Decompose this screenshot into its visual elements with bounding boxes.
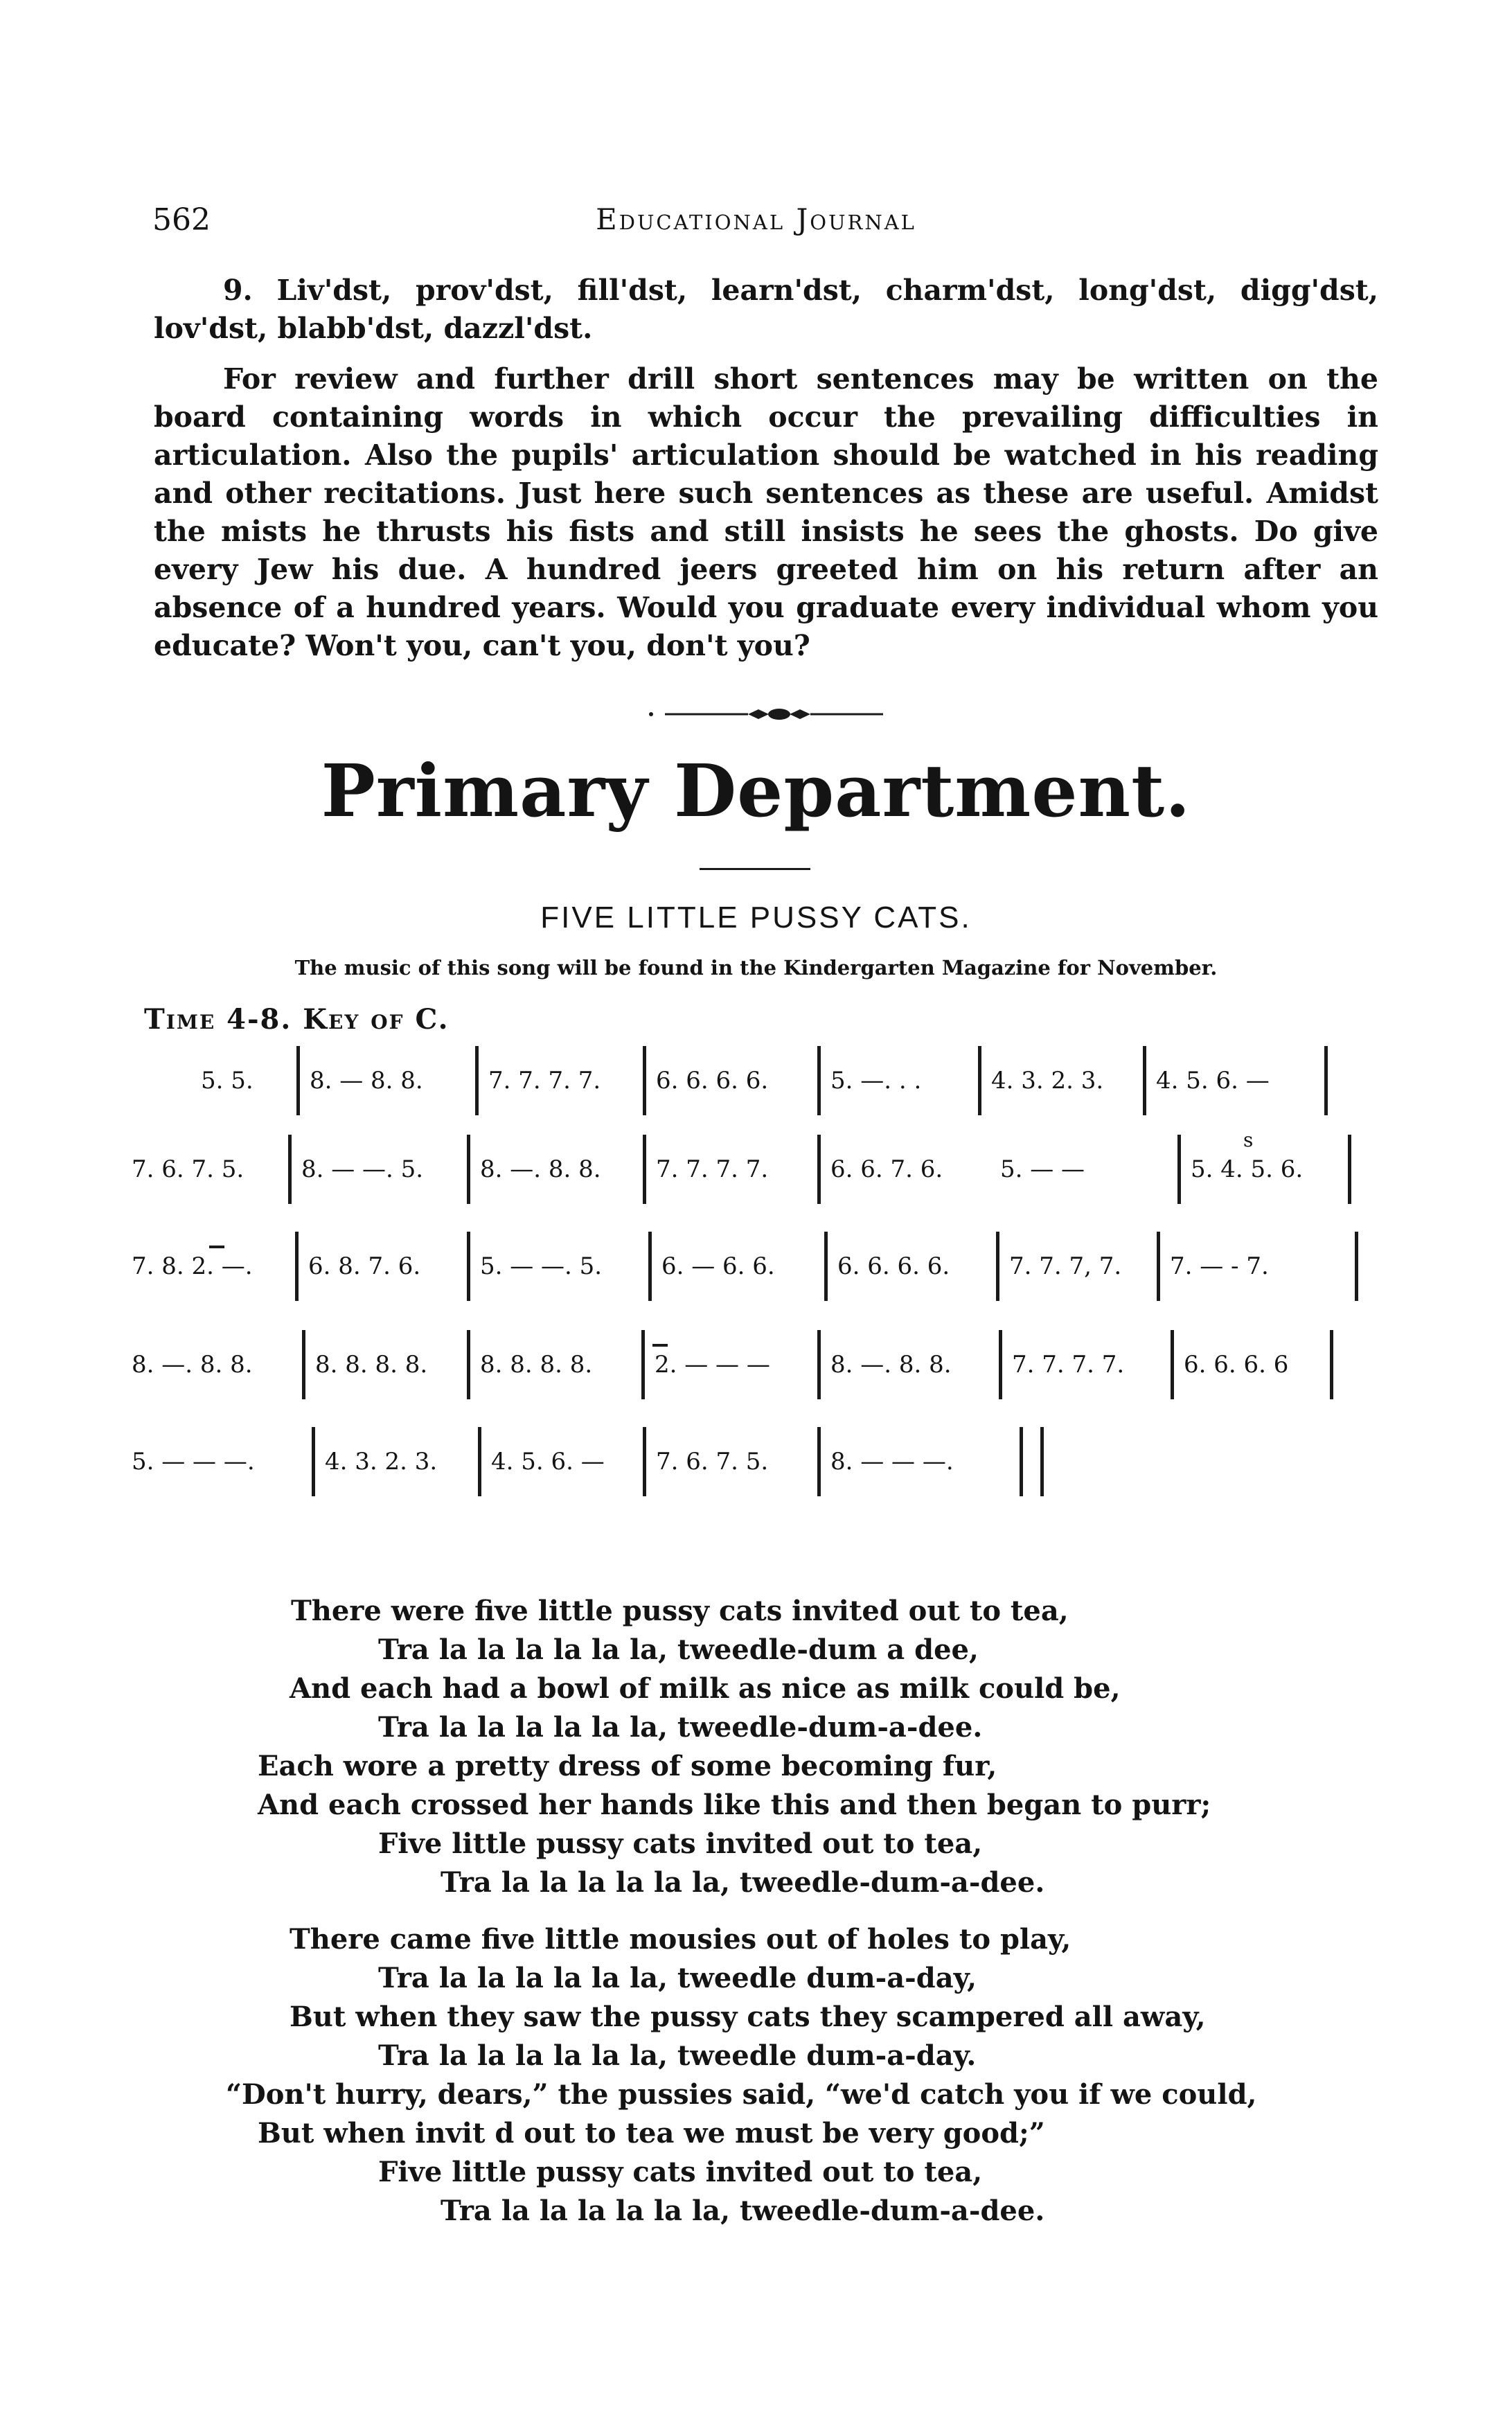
measure: 8. —. 8. 8.	[467, 1135, 647, 1204]
measure: 5. 5.	[201, 1067, 254, 1095]
review-paragraph-text: For review and further drill short sentences may be written on the board containing words in which occur the prevailing difficulties in articulation. Also the pupils' articulation should be watched in his reading and other recitations. Just here such sentences as these are useful. Amidst the mists he thrusts his fists and still insists he sees the ghosts. Do give every Jew his due. A hundred jeers greeted him on his return after an absence of a hundred years. Would you graduate every individual whom you educate? Won't you, can't you, don't you?	[154, 362, 1378, 662]
measure: 7. 7. 7, 7.	[996, 1232, 1166, 1301]
running-head: Educational Journal	[596, 202, 916, 236]
ornament-divider	[644, 705, 887, 723]
verse-line: Tra la la la la la la, tweedle dum-a-day.	[378, 2039, 977, 2072]
measure: 5. —. . .	[817, 1046, 987, 1115]
verse-line: And each crossed her hands like this and then began to purr;	[258, 1789, 1211, 1821]
verse-line: And each had a bowl of milk as nice as milk could be,	[290, 1672, 1121, 1705]
verse-line: Tra la la la la la la, tweedle dum-a-day,	[378, 1962, 977, 1994]
measure: 4. 3. 2. 3.	[978, 1046, 1148, 1115]
measure: 7. — - 7.	[1157, 1232, 1337, 1301]
exercise-item-9-text: 9. Liv'dst, prov'dst, fill'dst, learn'dst, charm'dst, long'dst, digg'dst, lov'dst, blabb'dst, dazzl'dst.	[154, 274, 1378, 345]
page-number: 562	[152, 202, 211, 238]
measure: 4. 5. 6. —	[478, 1427, 644, 1496]
verse-line: Tra la la la la la la, tweedle-dum-a-dee.	[441, 1866, 1045, 1899]
stave-4	[132, 1330, 1378, 1399]
stave-3	[132, 1232, 1378, 1301]
measure: 8. 8. 8. 8.	[467, 1330, 647, 1399]
verse-line: Tra la la la la la la, tweedle-dum-a-dee.	[378, 1711, 983, 1744]
barline	[1348, 1135, 1351, 1204]
double-barline	[1040, 1427, 1044, 1496]
verse-line: But when they saw the pussy cats they scampered all away,	[290, 2001, 1206, 2033]
verse-line: Tra la la la la la la, tweedle-dum a dee,	[378, 1633, 979, 1666]
song-title: FIVE LITTLE PUSSY CATS.	[540, 901, 972, 934]
stave-2	[132, 1128, 1378, 1204]
verse-line: “Don't hurry, dears,” the pussies said, “we'd catch you if we could,	[226, 2078, 1257, 2111]
measure: 8. — 8. 8.	[296, 1046, 473, 1115]
measure: 8. — —. 5.	[288, 1135, 454, 1204]
verse-line: Each wore a pretty dress of some becoming fur,	[258, 1750, 997, 1782]
measure: 4. 3. 2. 3.	[312, 1427, 478, 1496]
exercise-item-9	[154, 272, 1378, 348]
measure: 2. — — —	[641, 1330, 815, 1399]
measure: 7. 8. 2. —.	[132, 1252, 253, 1280]
song-note: The music of this song will be found in the Kindergarten Magazine for November.	[294, 956, 1218, 980]
section-title: Primary Department.	[321, 748, 1191, 833]
measure: 6. 6. 6. 6	[1171, 1330, 1344, 1399]
measure: 6. 6. 7. 6.	[817, 1135, 987, 1204]
measure: 8. —. 8. 8.	[132, 1351, 253, 1379]
stave-1	[132, 1046, 1378, 1115]
measure: 7. 7. 7. 7.	[475, 1046, 652, 1115]
time-key-signature: Time 4-8. Key of C.	[144, 1003, 450, 1036]
verse-line: There were five little pussy cats invited out to tea,	[291, 1595, 1069, 1627]
stave-5	[132, 1427, 1378, 1496]
measure: 5. 4. 5. 6.	[1177, 1135, 1347, 1204]
verse-line: Five little pussy cats invited out to tea,	[378, 2156, 983, 2188]
measure: 7. 7. 7. 7.	[999, 1330, 1172, 1399]
double-barline	[1020, 1427, 1023, 1496]
accidental-mark: s	[1243, 1128, 1254, 1151]
note-overline	[652, 1344, 668, 1347]
note-overline	[209, 1246, 224, 1248]
measure: 6. 8. 7. 6.	[295, 1232, 454, 1301]
measure: 5. — —	[1000, 1155, 1085, 1183]
barline	[1324, 1046, 1328, 1115]
measure: 4. 5. 6. —	[1143, 1046, 1323, 1115]
measure: 7. 6. 7. 5.	[132, 1155, 244, 1183]
verse-line: But when invit d out to tea we must be very good;”	[258, 2117, 1045, 2150]
measure: 6. — 6. 6.	[648, 1232, 832, 1301]
measure: 6. 6. 6. 6.	[824, 1232, 1001, 1301]
verse-line: Five little pussy cats invited out to tea,	[378, 1827, 983, 1860]
review-paragraph	[154, 360, 1378, 665]
measure: 8. 8. 8. 8.	[302, 1330, 468, 1399]
measure: 7. 6. 7. 5.	[643, 1427, 819, 1496]
verse-line: Tra la la la la la la, tweedle-dum-a-dee.	[441, 2195, 1045, 2227]
barline	[1330, 1330, 1333, 1399]
verse-line: There came five little mousies out of holes to play,	[290, 1923, 1071, 1956]
title-rule	[700, 868, 810, 870]
measure: 8. —. 8. 8.	[817, 1330, 994, 1399]
measure: 5. — —. 5.	[467, 1232, 650, 1301]
measure: 6. 6. 6. 6.	[643, 1046, 823, 1115]
measure: 8. — — —.	[817, 1427, 1004, 1496]
measure: 5. — — —.	[132, 1448, 255, 1476]
measure: 7. 7. 7. 7.	[643, 1135, 823, 1204]
barline	[1355, 1232, 1358, 1301]
music-notation	[132, 1046, 1378, 1552]
